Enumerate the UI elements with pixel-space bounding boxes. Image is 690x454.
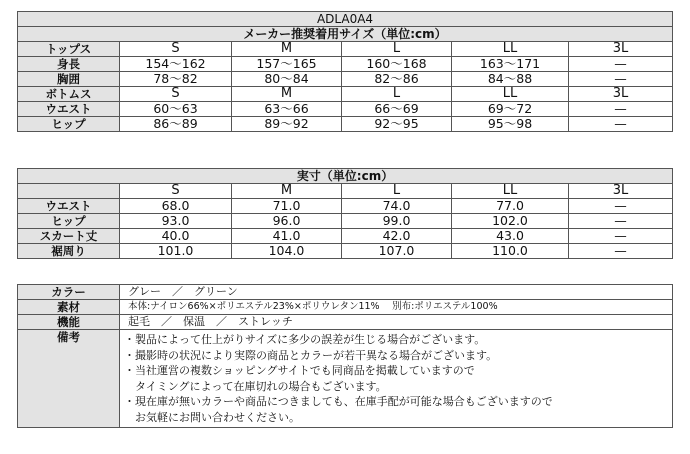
size-header: S bbox=[120, 87, 232, 102]
table-row bbox=[18, 102, 673, 117]
cell: 101.0 bbox=[120, 244, 232, 259]
table-row bbox=[18, 229, 673, 244]
maker-size-title: メーカー推奨着用サイズ（単位:cm） bbox=[18, 27, 673, 42]
size-header: 3L bbox=[569, 42, 673, 57]
size-header: L bbox=[342, 87, 452, 102]
cell: 42.0 bbox=[342, 229, 452, 244]
size-header: L bbox=[342, 184, 452, 199]
note-line: ・現在庫が無いカラーや商品につきましても、在庫手配が可能な場合もございますので bbox=[124, 395, 553, 408]
tops-header-row bbox=[18, 42, 673, 57]
model-code: ADLA0A4 bbox=[18, 12, 673, 27]
material-label: 素材 bbox=[18, 300, 120, 315]
color-label: カラー bbox=[18, 285, 120, 300]
cell: 43.0 bbox=[452, 229, 569, 244]
table-row bbox=[18, 300, 673, 315]
bottoms-label: ボトムス bbox=[18, 87, 120, 102]
actual-size-table bbox=[17, 168, 673, 259]
note-line: タイミングによって在庫切れの場合もございます。 bbox=[124, 379, 387, 393]
size-header: LL bbox=[452, 87, 569, 102]
cell: 89〜92 bbox=[232, 117, 342, 132]
cell: 92〜95 bbox=[342, 117, 452, 132]
table-row bbox=[18, 199, 673, 214]
cell: 160〜168 bbox=[342, 57, 452, 72]
cell: 104.0 bbox=[232, 244, 342, 259]
cell: 154〜162 bbox=[120, 57, 232, 72]
size-header: M bbox=[232, 184, 342, 199]
cell: — bbox=[569, 244, 673, 259]
table-row bbox=[18, 330, 673, 428]
cell: 107.0 bbox=[342, 244, 452, 259]
maker-size-table bbox=[17, 11, 673, 132]
cell: 66〜69 bbox=[342, 102, 452, 117]
row-label: スカート丈 bbox=[18, 229, 120, 244]
color-value: グレー ／ グリーン bbox=[120, 285, 673, 300]
cell: 93.0 bbox=[120, 214, 232, 229]
cell: 80〜84 bbox=[232, 72, 342, 87]
size-header: L bbox=[342, 42, 452, 57]
row-label: ヒップ bbox=[18, 117, 120, 132]
cell: 69〜72 bbox=[452, 102, 569, 117]
bottoms-header-row bbox=[18, 87, 673, 102]
cell: — bbox=[569, 229, 673, 244]
cell: 157〜165 bbox=[232, 57, 342, 72]
cell: — bbox=[569, 102, 673, 117]
table-row bbox=[18, 117, 673, 132]
cell: — bbox=[569, 117, 673, 132]
cell: 63〜66 bbox=[232, 102, 342, 117]
cell: — bbox=[569, 72, 673, 87]
cell: 110.0 bbox=[452, 244, 569, 259]
row-label: 裾周り bbox=[18, 244, 120, 259]
cell: 71.0 bbox=[232, 199, 342, 214]
table-row bbox=[18, 57, 673, 72]
note-line: ・当社運営の複数ショッピングサイトでも同商品を掲載していますので bbox=[124, 364, 475, 377]
row-label: ヒップ bbox=[18, 214, 120, 229]
cell: 41.0 bbox=[232, 229, 342, 244]
actual-header-row bbox=[18, 184, 673, 199]
material-value: 本体:ナイロン66%×ポリエステル23%×ポリウレタン11% 別布:ポリエステル100% bbox=[120, 300, 673, 315]
size-header: 3L bbox=[569, 184, 673, 199]
cell: — bbox=[569, 199, 673, 214]
size-header: LL bbox=[452, 42, 569, 57]
cell: 163〜171 bbox=[452, 57, 569, 72]
size-header: S bbox=[120, 42, 232, 57]
cell: 60〜63 bbox=[120, 102, 232, 117]
row-label: ウエスト bbox=[18, 102, 120, 117]
note-line: お気軽にお問い合わせください。 bbox=[124, 410, 300, 424]
cell: — bbox=[569, 57, 673, 72]
function-value: 起毛 ／ 保温 ／ ストレッチ bbox=[120, 315, 673, 330]
table-row bbox=[18, 214, 673, 229]
cell: 40.0 bbox=[120, 229, 232, 244]
cell: 95〜98 bbox=[452, 117, 569, 132]
cell: 82〜86 bbox=[342, 72, 452, 87]
note-line: ・製品によって仕上がりサイズに多少の誤差が生じる場合がございます。 bbox=[124, 333, 486, 346]
cell: 77.0 bbox=[452, 199, 569, 214]
size-header: 3L bbox=[569, 87, 673, 102]
cell: 96.0 bbox=[232, 214, 342, 229]
cell: 78〜82 bbox=[120, 72, 232, 87]
cell: 99.0 bbox=[342, 214, 452, 229]
notes-label: 備考 bbox=[18, 330, 120, 428]
notes-value bbox=[120, 330, 673, 428]
tops-label: トップス bbox=[18, 42, 120, 57]
cell: 84〜88 bbox=[452, 72, 569, 87]
note-line: ・撮影時の状況により実際の商品とカラーが若干異なる場合がございます。 bbox=[124, 348, 498, 362]
cell: 102.0 bbox=[452, 214, 569, 229]
blank-corner bbox=[18, 184, 120, 199]
table-row bbox=[18, 315, 673, 330]
size-header: M bbox=[232, 42, 342, 57]
function-label: 機能 bbox=[18, 315, 120, 330]
size-header: LL bbox=[452, 184, 569, 199]
size-header: S bbox=[120, 184, 232, 199]
actual-size-title: 実寸（単位:cm） bbox=[18, 169, 673, 184]
cell: 86〜89 bbox=[120, 117, 232, 132]
table-row bbox=[18, 72, 673, 87]
row-label: 胸囲 bbox=[18, 72, 120, 87]
cell: 74.0 bbox=[342, 199, 452, 214]
row-label: ウエスト bbox=[18, 199, 120, 214]
size-header: M bbox=[232, 87, 342, 102]
table-row bbox=[18, 244, 673, 259]
cell: — bbox=[569, 214, 673, 229]
row-label: 身長 bbox=[18, 57, 120, 72]
product-info-table bbox=[17, 284, 673, 428]
table-row bbox=[18, 285, 673, 300]
cell: 68.0 bbox=[120, 199, 232, 214]
